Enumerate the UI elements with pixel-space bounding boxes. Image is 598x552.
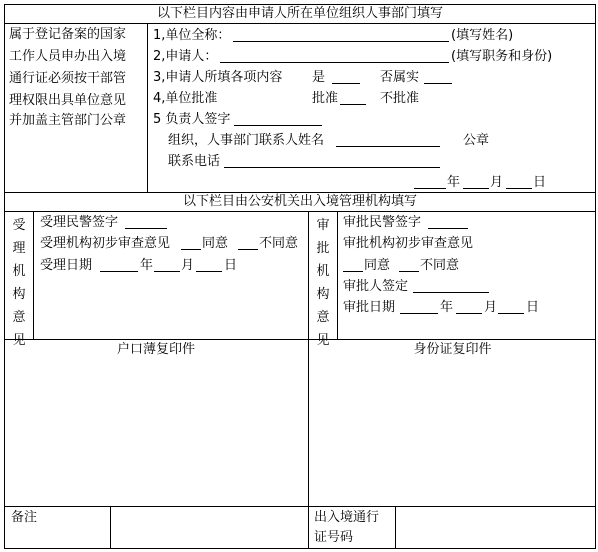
review-month-label: 月 xyxy=(484,300,498,315)
accept-year-label: 年 xyxy=(140,258,154,273)
leader-sign-field[interactable] xyxy=(234,112,322,126)
accept-agree-field[interactable] xyxy=(181,236,201,250)
accept-disagree-field[interactable] xyxy=(238,236,258,250)
vertical-char: 机 xyxy=(316,264,330,279)
remark-label: 备注 xyxy=(11,510,38,525)
vertical-char: 受 xyxy=(12,218,26,233)
review-month-field[interactable] xyxy=(456,300,482,314)
accept-month-field[interactable] xyxy=(154,258,180,272)
accept-review-label: 受理机构初步审查意见 xyxy=(40,236,171,251)
id-card-copy-label: 身份证复印件 xyxy=(413,342,492,357)
remark-field[interactable] xyxy=(111,507,307,547)
unit-fullname-field[interactable] xyxy=(233,28,449,42)
day-label: 日 xyxy=(533,175,547,190)
accept-day-label: 日 xyxy=(224,258,238,273)
review-day-field[interactable] xyxy=(498,300,524,314)
applicant-hint: (填写职务和身份) xyxy=(451,49,553,64)
note-line: 工作人员申办出入境 xyxy=(9,49,127,64)
seal-label: 公章 xyxy=(463,133,490,148)
note-line: 并加盖主管部门公章 xyxy=(9,113,127,128)
review-opinion-label: 审批机构初步审查意见 xyxy=(343,236,474,251)
rule xyxy=(33,211,34,340)
review-disagree-label: 不同意 xyxy=(420,258,460,273)
unit-fullname-label: 1,单位全称： xyxy=(153,28,231,43)
content-label: 3,申请人所填各项内容 xyxy=(153,70,283,85)
review-officer-field[interactable] xyxy=(428,215,468,229)
year-label: 年 xyxy=(447,175,461,190)
accept-year-field[interactable] xyxy=(100,258,138,272)
id-card-copy-area[interactable] xyxy=(310,360,594,505)
applicant-section-title: 以下栏目内容由申请人所在单位组织人事部门填写 xyxy=(156,6,443,21)
unit-fullname-hint: (填写姓名) xyxy=(451,28,514,43)
applicant-label: 2,申请人： xyxy=(153,49,218,64)
review-agree-field[interactable] xyxy=(343,258,363,272)
no-field[interactable] xyxy=(424,70,452,84)
leader-sign-label: 5 负责人签字 xyxy=(153,112,231,127)
agree-label: 同意 xyxy=(202,236,229,251)
phone-label: 联系电话 xyxy=(168,154,221,169)
month-field[interactable] xyxy=(463,175,489,189)
approval-label: 4,单位批准 xyxy=(153,91,218,106)
rule xyxy=(337,211,338,340)
month-label: 月 xyxy=(490,175,504,190)
vertical-char: 审 xyxy=(316,218,330,233)
rule xyxy=(4,23,596,24)
vertical-char: 机 xyxy=(12,264,26,279)
applicant-field[interactable] xyxy=(220,49,449,63)
rule xyxy=(4,211,596,212)
review-day-label: 日 xyxy=(526,300,540,315)
permit-number-label-line1: 出入境通行 xyxy=(314,510,380,525)
vertical-char: 见 xyxy=(316,333,330,348)
police-section-title: 以下栏目由公安机关出入境管理机构填写 xyxy=(182,194,417,209)
accept-vertical-label xyxy=(11,214,27,352)
rule xyxy=(4,548,596,549)
vertical-char: 批 xyxy=(316,241,330,256)
disagree-label: 不同意 xyxy=(259,236,299,251)
vertical-char: 见 xyxy=(12,333,26,348)
approve-field[interactable] xyxy=(340,91,366,105)
note-line: 理权限出具单位意见 xyxy=(9,93,127,108)
permit-number-label-line2: 证号码 xyxy=(314,530,354,545)
rule xyxy=(308,211,309,549)
yes-field[interactable] xyxy=(332,70,360,84)
permit-number-field[interactable] xyxy=(396,507,594,547)
disapprove-label: 不批准 xyxy=(380,91,420,106)
household-register-copy-area[interactable] xyxy=(5,360,307,505)
vertical-char: 意 xyxy=(316,310,330,325)
accept-day-field[interactable] xyxy=(196,258,222,272)
vertical-char: 理 xyxy=(12,241,26,256)
note-line: 通行证必须按干部管 xyxy=(9,71,127,86)
no-label: 否属实 xyxy=(380,70,420,85)
reviewer-sign-field[interactable] xyxy=(413,279,489,293)
household-register-copy-label: 户口薄复印件 xyxy=(116,342,195,357)
note-line: 属于登记备案的国家 xyxy=(9,27,127,42)
review-agree-label: 同意 xyxy=(364,258,391,273)
day-field[interactable] xyxy=(506,175,532,189)
approve-label: 批准 xyxy=(312,91,339,106)
year-field[interactable] xyxy=(414,175,446,189)
review-vertical-label xyxy=(315,214,331,352)
vertical-char: 构 xyxy=(316,287,330,302)
review-disagree-field[interactable] xyxy=(399,258,419,272)
accept-officer-label: 受理民警签字 xyxy=(40,215,119,230)
rule xyxy=(4,339,596,340)
vertical-char: 意 xyxy=(12,310,26,325)
vertical-char: 构 xyxy=(12,287,26,302)
yes-label: 是 xyxy=(312,70,326,85)
rule xyxy=(147,23,148,193)
contact-field[interactable] xyxy=(336,133,440,147)
review-date-label: 审批日期 xyxy=(343,300,396,315)
phone-field[interactable] xyxy=(224,154,440,168)
rule xyxy=(595,4,596,549)
accept-month-label: 月 xyxy=(181,258,195,273)
reviewer-sign-label: 审批人签定 xyxy=(343,279,409,294)
review-officer-label: 审批民警签字 xyxy=(343,215,422,230)
review-year-field[interactable] xyxy=(400,300,438,314)
accept-date-label: 受理日期 xyxy=(40,258,93,273)
accept-officer-field[interactable] xyxy=(125,215,167,229)
contact-label: 组织，人事部门联系人姓名 xyxy=(168,133,325,148)
review-year-label: 年 xyxy=(440,300,454,315)
